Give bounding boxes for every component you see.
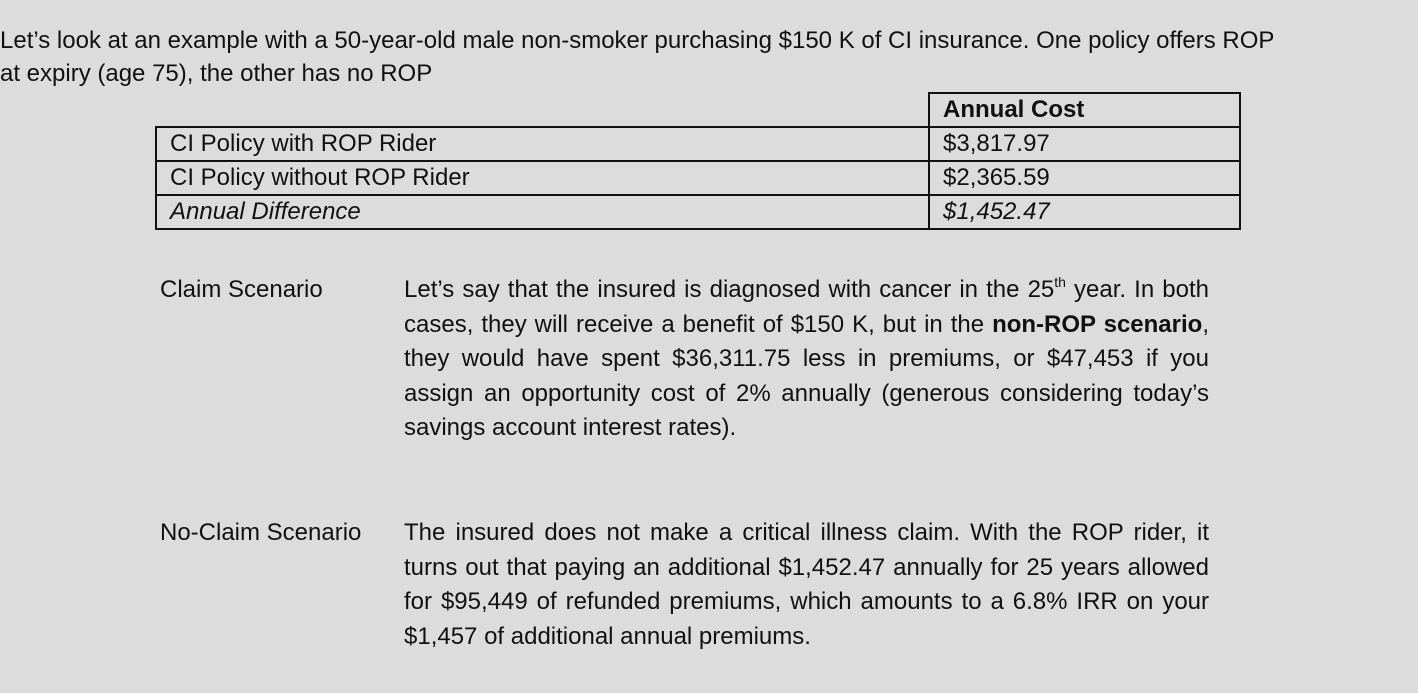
cost-comparison-table bbox=[155, 92, 1241, 230]
table-row bbox=[156, 127, 1240, 161]
no-claim-scenario-label: No-Claim Scenario bbox=[160, 519, 362, 546]
table-row bbox=[156, 161, 1240, 195]
intro-paragraph bbox=[0, 24, 1400, 90]
table-row bbox=[156, 195, 1240, 229]
claim-text-part-3: , they would have spent $36,311.75 less in premiums, or $47,453 if you assign an opportunity cost of 2% annually (generous considering today’s savings account interest rates). bbox=[404, 310, 1209, 441]
annual-cost-header: Annual Cost bbox=[929, 93, 1240, 127]
intro-line-1: Let’s look at an example with a 50-year-old male non-smoker purchasing $150 K of CI insurance. One policy offers ROP bbox=[0, 27, 1275, 54]
table-header-row bbox=[156, 93, 1240, 127]
row-value-annual-difference: $1,452.47 bbox=[929, 195, 1240, 229]
claim-text-bold: non-ROP scenario bbox=[992, 310, 1203, 338]
claim-text-superscript: th bbox=[1054, 274, 1066, 290]
claim-text-part-1: Let’s say that the insured is diagnosed with cancer in the 25 bbox=[404, 276, 1055, 303]
table-header-blank bbox=[156, 93, 929, 127]
row-value-with-rop: $3,817.97 bbox=[929, 127, 1240, 161]
intro-line-2: at expiry (age 75), the other has no ROP bbox=[0, 60, 433, 87]
no-claim-scenario-text: The insured does not make a critical illness claim. With the ROP rider, it turns out that paying an additional $1,452.47 annually for 25 years allowed for $95,449 of refunded premiums, which amounts to a 6.8% IRR on your $1,457 of additional annual premiums. bbox=[404, 519, 1209, 650]
claim-scenario-label: Claim Scenario bbox=[160, 276, 323, 303]
row-label-without-rop: CI Policy without ROP Rider bbox=[156, 161, 929, 195]
row-value-without-rop: $2,365.59 bbox=[929, 161, 1240, 195]
row-label-annual-difference: Annual Difference bbox=[156, 195, 929, 229]
claim-scenario-text bbox=[404, 273, 1209, 446]
claim-text-part-2: year. In both cases, they will receive a benefit of $150 K, but in the bbox=[404, 276, 1209, 338]
row-label-with-rop: CI Policy with ROP Rider bbox=[156, 127, 929, 161]
